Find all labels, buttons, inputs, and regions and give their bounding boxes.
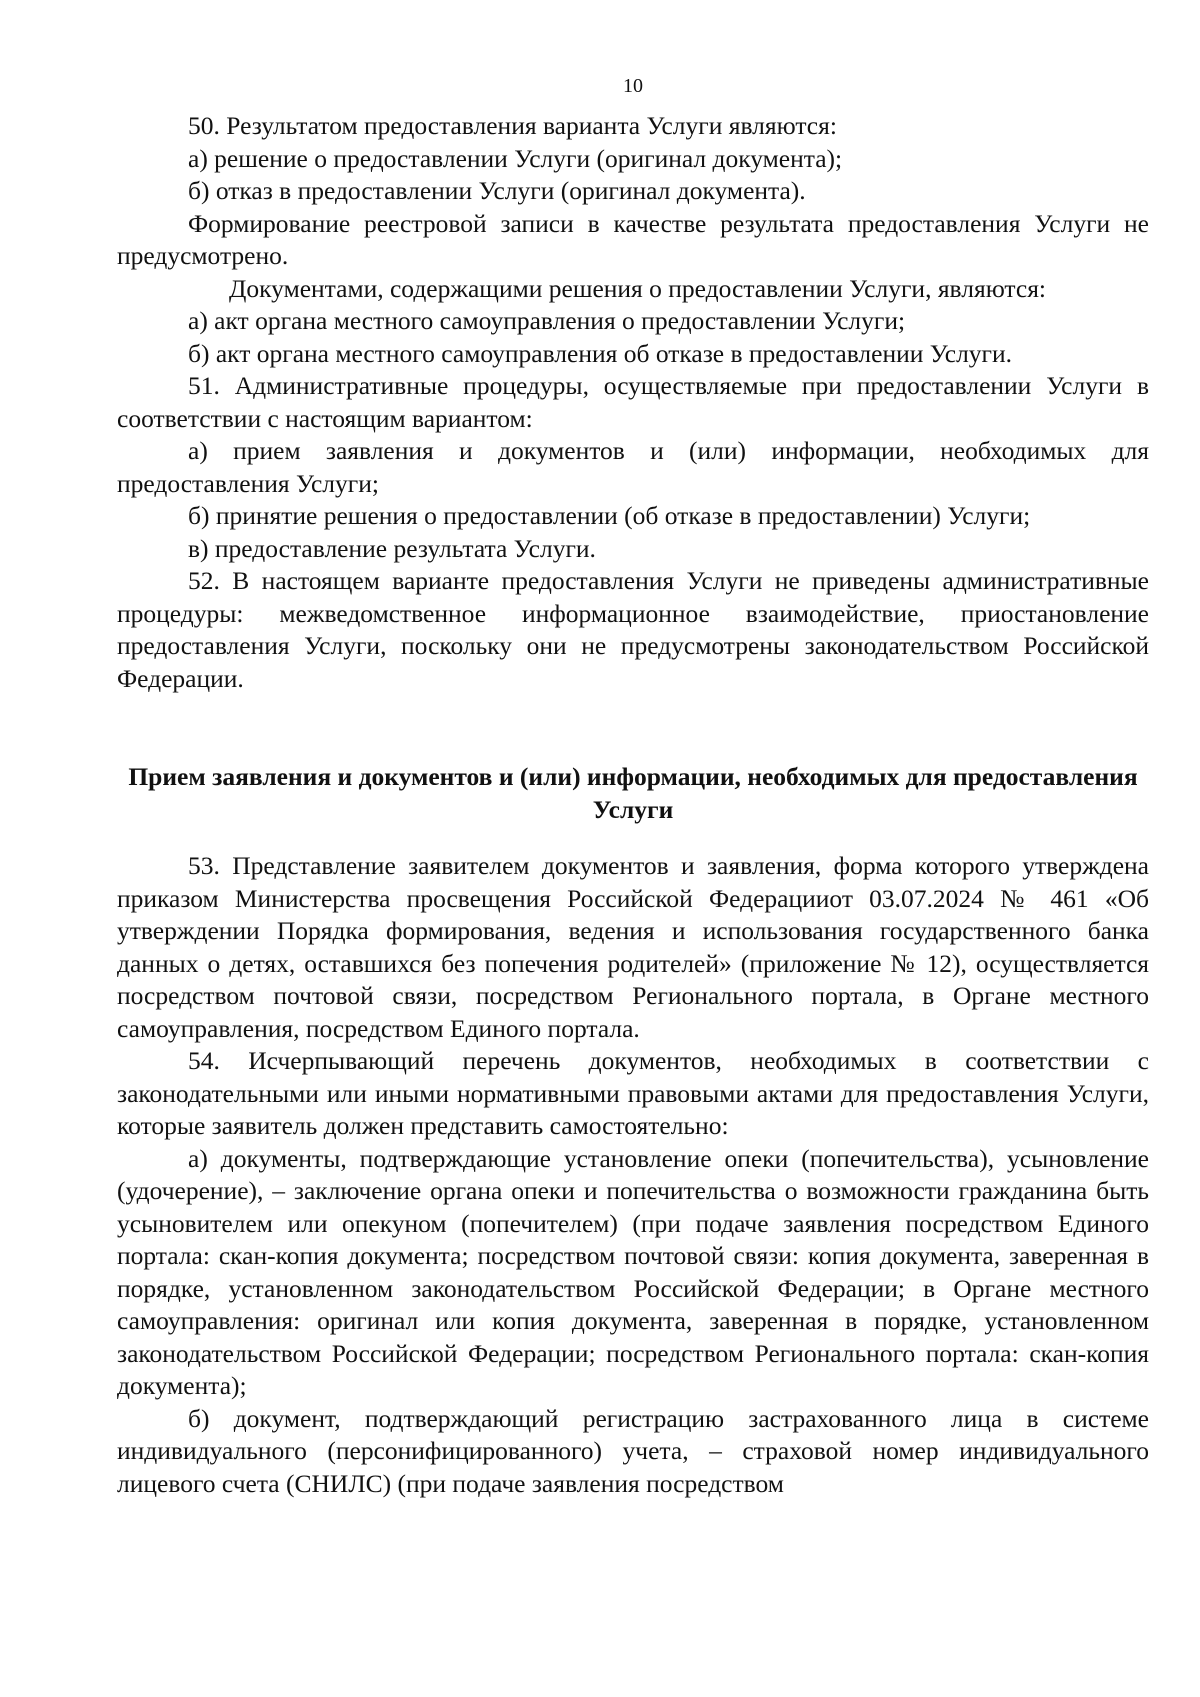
paragraph-51-c: в) предоставление результата Услуги. — [188, 533, 596, 563]
paragraph-50-register-note: Формирование реестровой записи в качестве результата предоставления Услуги не предусмотрено. — [117, 208, 1149, 270]
paragraph-50-act-refusal: б) акт органа местного самоуправления об отказе в предоставлении Услуги. — [188, 338, 1013, 368]
paragraph-51-a: а) прием заявления и документов и (или) информации, необходимых для предоставления Услуги; — [117, 436, 1149, 498]
section-bottom — [117, 850, 1149, 1500]
paragraph-53: 53. Представление заявителем документов и заявления, форма которого утверждена приказом Министерства просвещения Российской Федерацииот 03.07.2024 № 461 «Об утверждении Порядка формирования, ведения и использования государственного банка данных о детях, оставшихся без попечения родителей» (приложение № 12), осуществляется посредством почтовой связи, посредством Регионального портала, в Органе местного самоуправления, посредством Единого портала. — [117, 851, 1149, 1043]
paragraph-50-a: а) решение о предоставлении Услуги (оригинал документа); — [188, 143, 843, 173]
paragraph-50-documents-intro: Документами, содержащими решения о предоставлении Услуги, являются: — [229, 273, 1047, 303]
paragraph-50: 50. Результатом предоставления варианта Услуги являются: — [188, 111, 837, 140]
paragraph-54-a: а) документы, подтверждающие установление опеки (попечительства), усыновление (удочерение), – заключение органа опеки и попечительства о возможности гражданина быть усыновителем или опекуном (попечителем) (при подаче заявления посредством Единого портала: скан-копия документа; посредством почтовой связи: копия документа, заверенная в порядке, установленном законодательством Российской Федерации; в Органе местного самоуправления: оригинал или копия документа, заверенная в порядке, установленном законодательством Российской Федерации; посредством Регионального портала: скан-копия документа); — [117, 1143, 1149, 1400]
paragraph-52: 52. В настоящем варианте предоставления Услуги не приведены административные процедуры: межведомственное информационное взаимодействие, приостановление предоставления Услуги, поскольку они не предусмотрены законодательством Российской Федерации. — [117, 566, 1149, 693]
paragraph-54-b: б) документ, подтверждающий регистрацию застрахованного лица в системе индивидуального (персонифицированного) учета, – страховой номер индивидуального лицевого счета (СНИЛС) (при подаче заявления посредством — [117, 1403, 1149, 1498]
page-number: 10 — [623, 75, 643, 97]
section-heading: Прием заявления и документов и (или) информации, необходимых для предоставления Услуги — [128, 762, 1138, 824]
section-top — [117, 110, 1149, 695]
paragraph-51: 51. Административные процедуры, осуществляемые при предоставлении Услуги в соответствии с настоящим вариантом: — [117, 371, 1149, 433]
paragraph-50-act-grant: а) акт органа местного самоуправления о предоставлении Услуги; — [188, 306, 906, 335]
paragraph-54: 54. Исчерпывающий перечень документов, необходимых в соответствии с законодательными или иными нормативными правовыми актами для предоставления Услуги, которые заявитель должен представить самостоятельно: — [117, 1046, 1149, 1140]
paragraph-50-b: б) отказ в предоставлении Услуги (оригинал документа). — [188, 176, 806, 205]
paragraph-51-b: б) принятие решения о предоставлении (об отказе в предоставлении) Услуги; — [188, 501, 1031, 530]
